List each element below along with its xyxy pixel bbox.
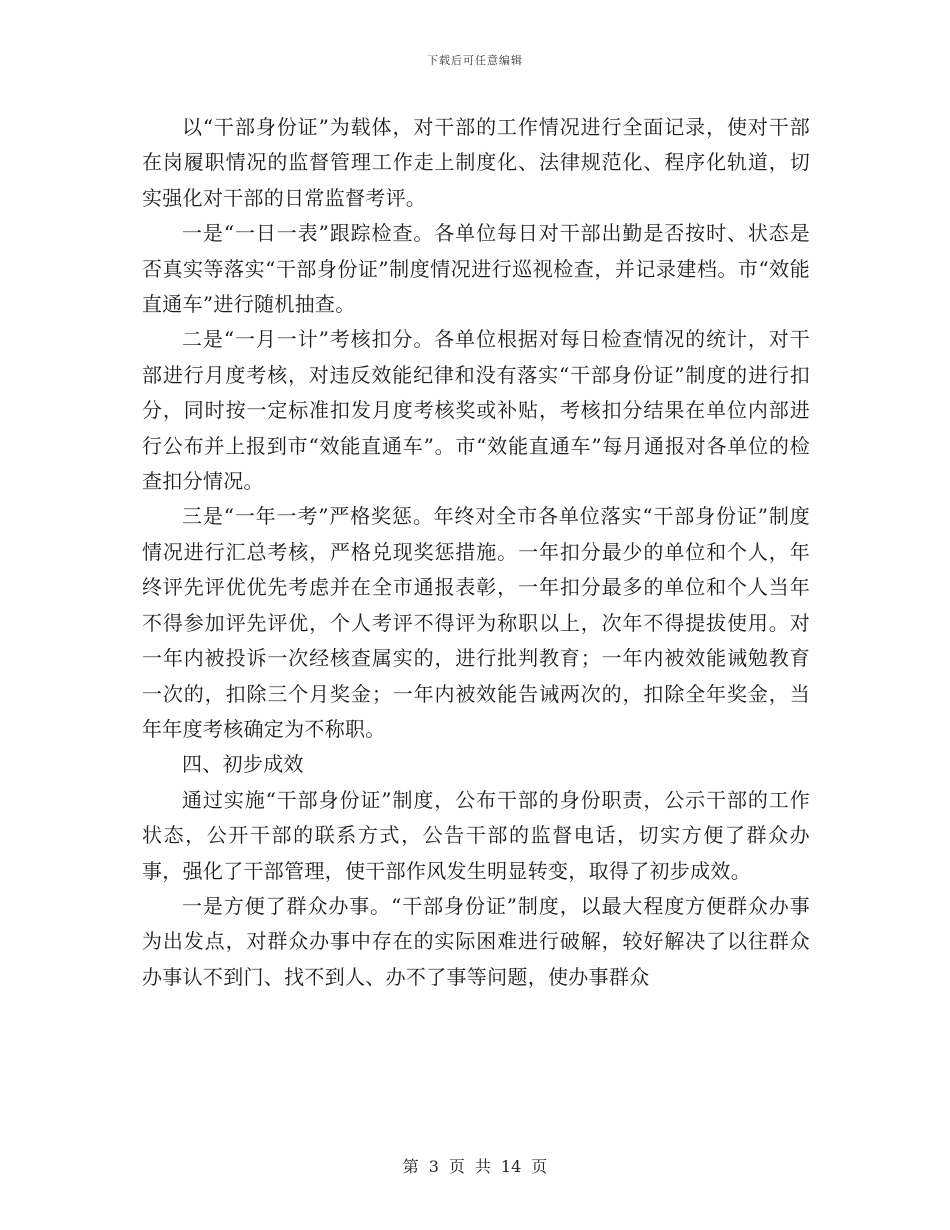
paragraph-monthly-assessment: 二是“一月一计”考核扣分。各单位根据对每日检查情况的统计，对干部进行月度考核，对违反效能纪律和没有落实“干部身份证”制度的进行扣分，同时按一定标准扣发月度考核奖或补贴，考核扣分结果在单位内部进行公布并上报到市“效能直通车”。市“效能直通车”每月通报对各单位的检查扣分情况。 bbox=[142, 327, 810, 494]
footer-total-word: 共 bbox=[474, 1157, 491, 1176]
paragraph-results: 通过实施“干部身份证”制度，公布干部的身份职责，公示干部的工作状态，公开干部的联系方式，公告干部的监督电话，切实方便了群众办事，强化了干部管理，使干部作风发生明显转变，取得了初步成效。 bbox=[142, 787, 810, 883]
paragraph-convenience: 一是方便了群众办事。“干部身份证”制度，以最大程度方便群众办事为出发点，对群众办事中存在的实际困难进行破解，较好解决了以往群众办事认不到门、找不到人、办不了事等问题，使办事群众 bbox=[142, 893, 810, 989]
header-note: 下载后可任意编辑 bbox=[427, 54, 523, 67]
footer-prefix: 第 bbox=[402, 1157, 419, 1176]
document-body bbox=[142, 110, 810, 995]
footer-page-word: 页 bbox=[448, 1157, 465, 1176]
page-number-footer bbox=[0, 1154, 950, 1177]
paragraph-daily-check: 一是“一日一表”跟踪检查。各单位每日对干部出勤是否按时、状态是否真实等落实“干部身份证”制度情况进行巡视检查，并记录建档。市“效能直通车”进行随机抽查。 bbox=[142, 221, 810, 317]
footer-current-page: 3 bbox=[428, 1157, 439, 1176]
footer-total-pages: 14 bbox=[500, 1157, 522, 1176]
footer-suffix: 页 bbox=[531, 1157, 548, 1176]
paragraph-yearly-review: 三是“一年一考”严格奖惩。年终对全市各单位落实“干部身份证”制度情况进行汇总考核，严格兑现奖惩措施。一年扣分最少的单位和个人，年终评先评优优先考虑并在全市通报表彰，一年扣分最多的单位和个人当年不得参加评先评优，个人考评不得评为称职以上，次年不得提拔使用。对一年内被投诉一次经核查属实的，进行批判教育；一年内被效能诫勉教育一次的，扣除三个月奖金；一年内被效能告诫两次的，扣除全年奖金，当年年度考核确定为不称职。 bbox=[142, 504, 810, 741]
section-heading: 四、初步成效 bbox=[182, 752, 304, 777]
paragraph-intro: 以“干部身份证”为载体，对干部的工作情况进行全面记录，使对干部在岗履职情况的监督管理工作走上制度化、法律规范化、程序化轨道，切实强化对干部的日常监督考评。 bbox=[142, 115, 810, 210]
